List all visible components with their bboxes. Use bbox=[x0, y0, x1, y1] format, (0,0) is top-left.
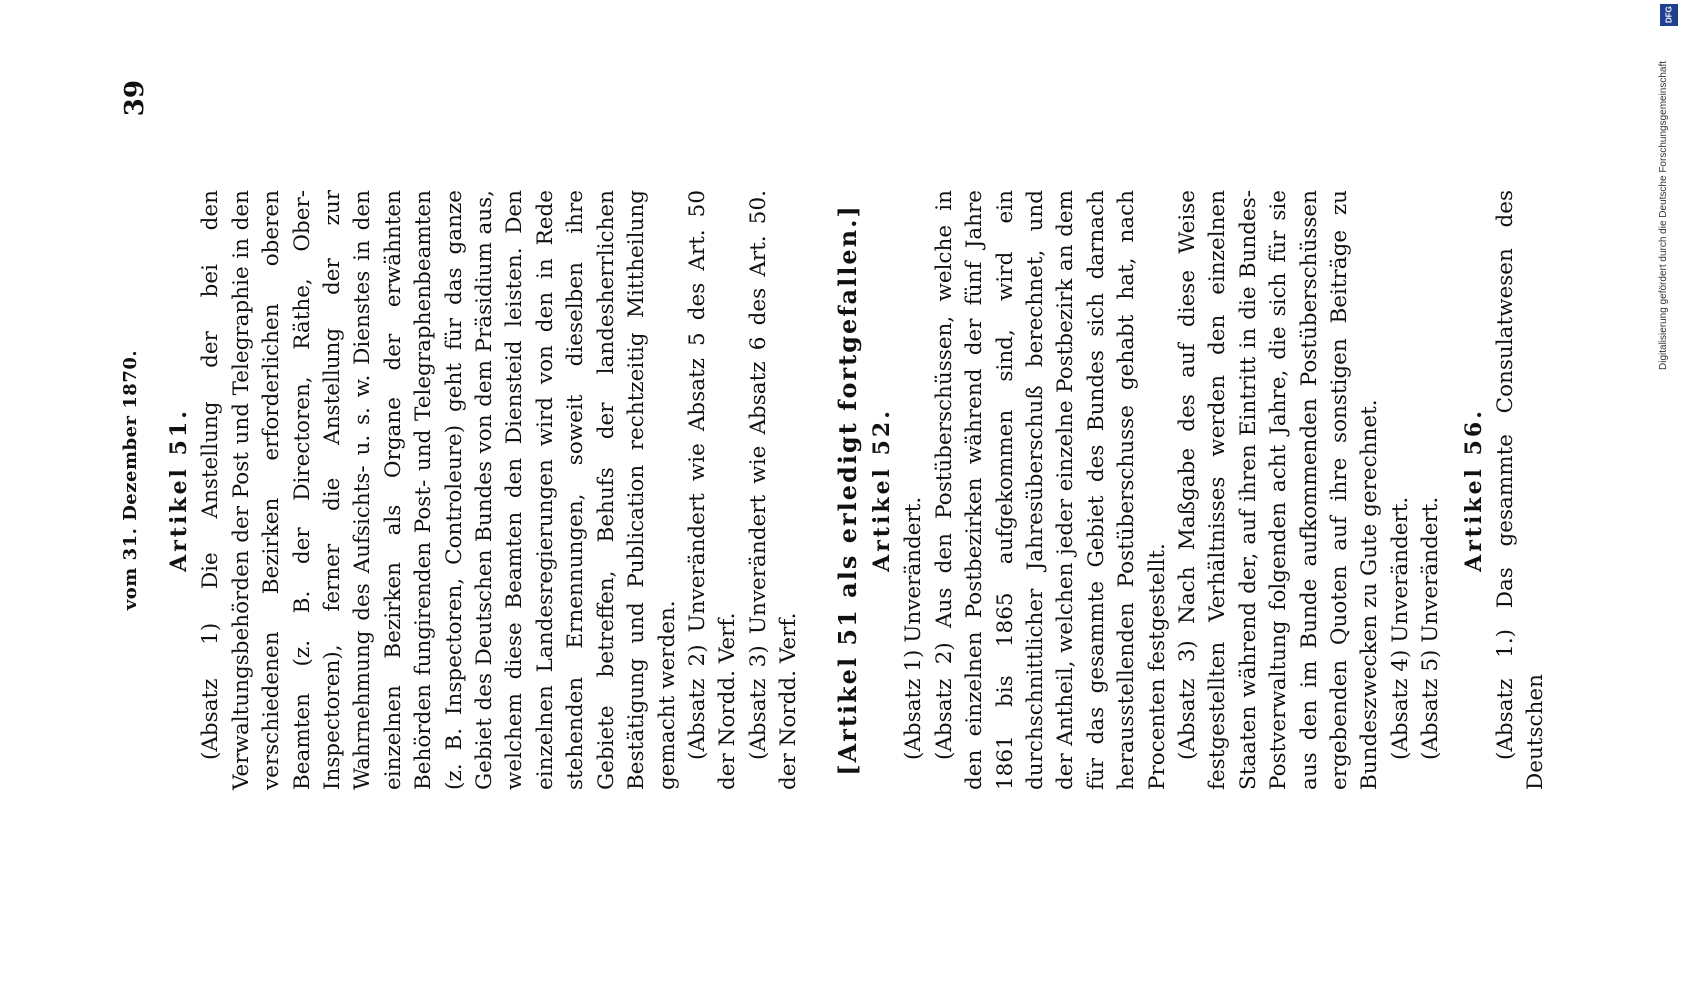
page-number: 39 bbox=[120, 80, 150, 117]
dfg-funding-note bbox=[1658, 0, 1680, 370]
removed-note-suffix: ] bbox=[832, 204, 862, 218]
removed-note bbox=[833, 190, 863, 790]
article-51-absatz-1: (Absatz 1) Die Anstellung der bei den Verwaltungsbehörden der Post und Telegraphie in den verschiedenen Bezirken erforderlichen oberen Beamten (z. B. der Directoren, Räthe, Ober-Inspectoren), ferner die Anstellung der zur Wahrnehmung des Aufsichts- u. s. w. Dienstes in den einzelnen Bezirken als Organe der erwähnten Behörden fungirenden Post- und Telegraphenbeamten (z. B. Inspectoren, Controleure) geht für das ganze Gebiet des Deutschen Bundes von dem Präsidium aus, welchem diese Beamten den Diensteid leisten. Den einzelnen Landesregierungen wird von den in Rede stehenden Ernennungen, soweit dieselben ihre Gebiete betreffen, Behufs der landesherrlichen Bestätigung und Publication rechtzeitig Mittheilung gemacht werden. bbox=[198, 190, 680, 790]
article-52-heading: Artikel 52. bbox=[868, 408, 895, 572]
dfg-logo: DFG bbox=[1660, 4, 1678, 26]
article-52-absatz-4: (Absatz 4) Unverändert. bbox=[1387, 496, 1413, 760]
article-51-absatz-2: (Absatz 2) Unverändert wie Absatz 5 des Art. 50 der Nordd. Verf. bbox=[684, 190, 741, 790]
running-head-date: vom 31. Dezember 1870. bbox=[120, 349, 141, 611]
article-52-absatz-3: (Absatz 3) Nach Maßgabe des auf diese Weise festgestellten Verhältnisses werden den einzelnen Staaten während der, auf ihren Eintritt in die Bundes-Postverwaltung folgenden acht Jahre, die sich für sie aus den im Bunde aufkommenden Postüberschüssen ergebenden Quoten auf ihre sonstigen Beiträge zu Bundeszwecken zu Gute gerechnet. bbox=[1175, 190, 1383, 790]
article-51-heading: Artikel 51. bbox=[166, 408, 192, 572]
article-52-absatz-1: (Absatz 1) Unverändert. bbox=[901, 496, 927, 760]
dfg-funding-text: Digitalisierung gefördert durch die Deutsche Forschungsgemeinschaft bbox=[1658, 60, 1669, 370]
article-52-absatz-5: (Absatz 5) Unverändert. bbox=[1418, 496, 1444, 760]
article-56-heading: Artikel 56. bbox=[1460, 408, 1487, 572]
article-51-absatz-3: (Absatz 3) Unverändert wie Absatz 6 des Art. 50. der Nordd. Verf. bbox=[745, 190, 802, 790]
body-text bbox=[160, 190, 1552, 790]
article-56-absatz-1: (Absatz 1.) Das gesammte Consulatwesen des Deutschen bbox=[1493, 190, 1549, 790]
removed-note-prefix: [Artikel 51 als erledigt bbox=[832, 410, 862, 776]
article-52-absatz-2: (Absatz 2) Aus den Postüberschüssen, welche in den einzelnen Postbezirken während der fünf Jahre 1861 bis 1865 aufgekommen sind, wird ein durchschnittlicher Jahresüberschuß berechnet, und der Antheil, welchen jeder einzelne Postbezirk an dem für das gesammte Gebiet des Bundes sich darnach herausstellenden Postüberschusse gehabt hat, nach Procenten festgestellt. bbox=[931, 190, 1170, 790]
running-head bbox=[120, 80, 150, 880]
removed-note-bold: fortgefallen. bbox=[832, 217, 862, 411]
